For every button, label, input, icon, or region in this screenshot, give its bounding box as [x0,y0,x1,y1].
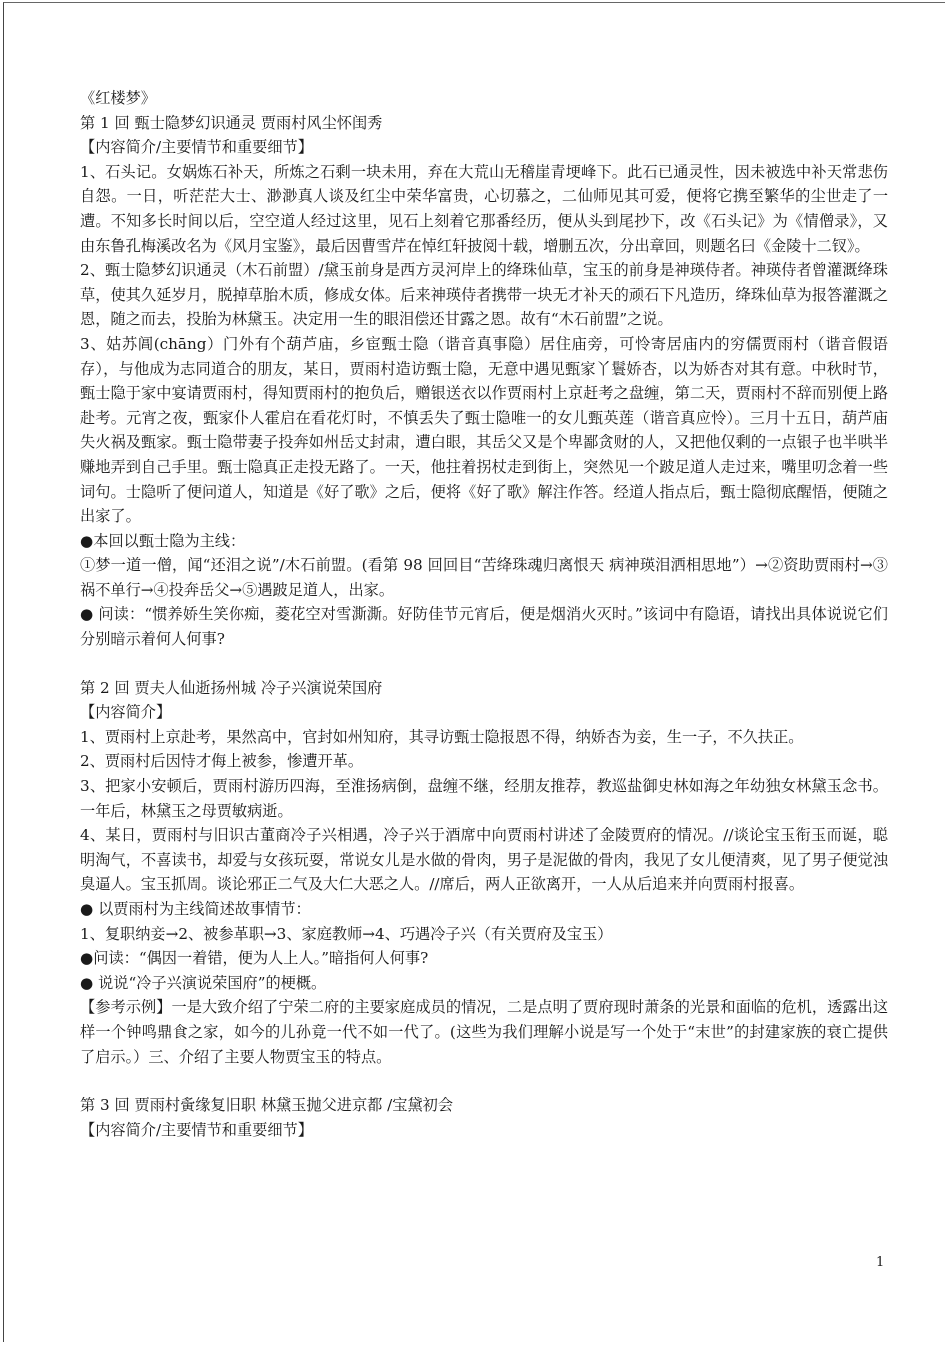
page-number: 1 [876,1255,885,1270]
chapter-1-question: ● 问读：“惯养娇生笑你痴，菱花空对雪澌澌。好防佳节元宵后，便是烟消火灭时。”该词中有隐语，请找出具体说说它们分别暗示着何人何事? [80,605,888,649]
document-body [80,86,888,1142]
chapter-2-question: ●问读：“偶因一着错，便为人上人。”暗指何人何事? [80,949,429,968]
section-gap [80,652,888,676]
chapter-1-mainline-steps: ①梦一道一僧，闻“还泪之说”/木石前盟。(看第 98 回回目“苦绛珠魂归离恨天 病神瑛泪洒相思地”）→②资助贾雨村→③祸不单行→④投奔岳父→⑤遇跛足道人，出家。 [80,556,888,599]
chapter-2-paragraph-1: 1、贾雨村上京赴考，果然高中，官封如州知府，其寻访甄士隐报恩不得，纳娇杏为妾，生一子，不久扶正。 [80,727,804,746]
chapter-2-section-heading: 【内容简介】 [80,703,172,722]
chapter-2-paragraph-4: 4、某日，贾雨村与旧识古董商冷子兴相遇，冷子兴于酒席中向贾雨村讲述了金陵贾府的情况。//谈论宝玉衔玉而诞，聪明淘气，不喜读书，却爱与女孩玩耍，常说女儿是水做的骨肉，男子是泥做的骨肉，我见了女儿便清爽，见了男子便觉浊臭逼人。宝玉抓周。谈论邪正二气及大仁大恶之人。//席后，两人正欲离开，一人从后追来并向贾雨村报喜。 [80,826,888,894]
chapter-1-paragraph-3: 3、姑苏阊(chāng）门外有个葫芦庙，乡宦甄士隐（谐音真事隐）居住庙旁，可怜寄居庙内的穷儒贾雨村（谐音假语存），与他成为志同道合的朋友，某日，贾雨村造访甄士隐，无意中遇见甄家丫鬟娇杏，以为娇杏对其有意。中秋时节，甄士隐于家中宴请贾雨村，得知贾雨村的抱负后，赠银送衣以作贾雨村上京赶考之盘缠，第二天，贾雨村不辞而别便上路赴考。元宵之夜，甄家仆人霍启在看花灯时，不慎丢失了甄士隐唯一的女儿甄英莲（谐音真应怜）。三月十五日，葫芦庙失火祸及甄家。甄士隐带妻子投奔如州岳丈封肃，遭白眼，其岳父又是个卑鄙贪财的人，又把他仅剩的一点银子也半哄半赚地弄到自己手里。甄士隐真正走投无路了。一天，他拄着拐杖走到街上，突然见一个跛足道人走过来，嘴里叨念着一些词句。士隐听了便问道人，知道是《好了歌》之后，便将《好了歌》解注作答。经道人指点后，甄士隐彻底醒悟，便随之出家了。 [80,334,888,526]
chapter-3-section-heading: 【内容简介/主要情节和重要细节】 [80,1120,313,1139]
chapter-2-reference-answer: 【参考示例】一是大致介绍了宁荣二府的主要家庭成员的情况，二是点明了贾府现时萧条的光景和面临的危机，透露出这样一个钟鸣鼎食之家，如今的儿孙竟一代不如一代了。(这些为我们理解小说是写一个处于“末世”的封建家族的衰亡提供了启示。）三、介绍了主要人物贾宝玉的特点。 [80,998,888,1066]
chapter-2-heading: 第 2 回 贾夫人仙逝扬州城 冷子兴演说荣国府 [80,678,383,697]
chapter-2-paragraph-2: 2、贾雨村后因恃才侮上被参，惨遭开革。 [80,752,364,771]
chapter-1-heading: 第 1 回 甄士隐梦幻识通灵 贾雨村风尘怀闺秀 [80,113,383,132]
chapter-1-paragraph-2: 2、甄士隐梦幻识通灵（木石前盟）/黛玉前身是西方灵河岸上的绛珠仙草，宝玉的前身是神瑛侍者。神瑛侍者曾灌溉绛珠草，使其久延岁月，脱掉草胎木质，修成女体。后来神瑛侍者携带一块无才补天的顽石下凡造历，绛珠仙草为报答灌溉之恩，随之而去，投胎为林黛玉。决定用一生的眼泪偿还甘露之恩。故有“木石前盟”之说。 [80,261,888,329]
book-title: 《红楼梦》 [80,89,156,107]
chapter-1-mainline-note: ●本回以甄士隐为主线： [80,531,246,550]
section-gap [80,1069,888,1093]
chapter-1-paragraph-1: 1、石头记。女娲炼石补天，所炼之石剩一块未用，弃在大荒山无稽崖青埂峰下。此石已通灵性，因未被选中补天常悲伤自怨。一日，听茫茫大士、渺渺真人谈及红尘中荣华富贵，心切慕之，二仙师见其可爱，便将它携至繁华的尘世走了一遭。不知多长时间以后，空空道人经过这里，见石上刻着它那番经历，便从头到尾抄下，改《石头记》为《情僧录》，又由东鲁孔梅溪改名为《风月宝鉴》，最后因曹雪芹在悼红轩披阅十载，增删五次，分出章回，则题名曰《金陵十二钗》。 [80,162,888,255]
chapter-1-section-heading: 【内容简介/主要情节和重要细节】 [80,138,313,157]
chapter-2-mainline-steps: 1、复职纳妾→2、被参革职→3、家庭教师→4、巧遇冷子兴（有关贾府及宝玉） [80,924,613,943]
chapter-2-mainline-note: ● 以贾雨村为主线简述故事情节： [80,900,311,918]
chapter-2-paragraph-3: 3、把家小安顿后，贾雨村游历四海，至淮扬病倒，盘缠不继，经朋友推荐，教巡盐御史林如海之年幼独女林黛玉念书。一年后，林黛玉之母贾敏病逝。 [80,777,888,820]
chapter-3-heading: 第 3 回 贾雨村夤缘复旧职 林黛玉抛父进京都 /宝黛初会 [80,1096,454,1115]
chapter-2-summary-prompt: ● 说说“冷子兴演说荣国府”的梗概。 [80,973,327,992]
